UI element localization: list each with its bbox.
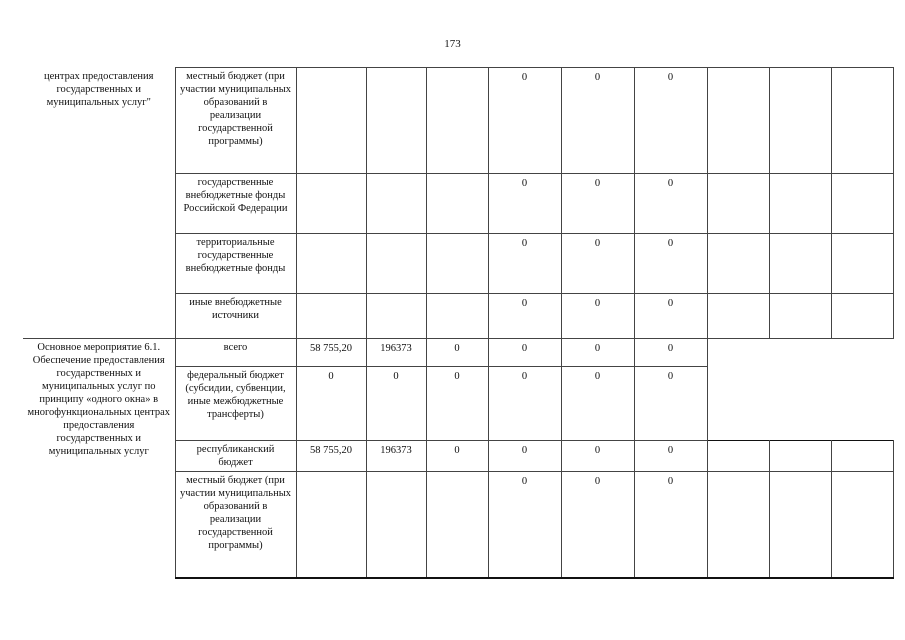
table-row — [23, 68, 893, 174]
value-cell: 0 — [634, 68, 707, 174]
value-cell — [296, 294, 366, 339]
value-cell — [707, 441, 769, 472]
empty-cell — [831, 339, 893, 367]
value-cell: 58 755,20 — [296, 441, 366, 472]
value-cell — [769, 234, 831, 294]
value-cell: 0 — [561, 234, 634, 294]
value-cell — [769, 472, 831, 578]
value-cell: 0 — [561, 339, 634, 367]
value-cell — [296, 234, 366, 294]
page-number: 173 — [444, 38, 461, 50]
empty-cell — [707, 339, 769, 367]
value-cell — [707, 174, 769, 234]
value-cell: 0 — [488, 339, 561, 367]
funding-source-cell: иные внебюджетные источники — [175, 294, 296, 339]
value-cell: 0 — [488, 367, 561, 441]
value-cell — [707, 472, 769, 578]
value-cell: 196373 — [366, 339, 426, 367]
empty-cell — [769, 339, 831, 367]
value-cell: 0 — [561, 367, 634, 441]
value-cell: 0 — [561, 294, 634, 339]
value-cell — [831, 234, 893, 294]
funding-source-cell: республиканский бюджет — [175, 441, 296, 472]
value-cell: 0 — [366, 367, 426, 441]
value-cell — [831, 294, 893, 339]
value-cell: 0 — [488, 174, 561, 234]
value-cell: 0 — [426, 441, 488, 472]
value-cell — [366, 234, 426, 294]
value-cell: 0 — [488, 441, 561, 472]
value-cell: 0 — [488, 234, 561, 294]
value-cell — [831, 472, 893, 578]
value-cell: 0 — [561, 174, 634, 234]
value-cell — [769, 68, 831, 174]
funding-source-cell: местный бюджет (при участии муниципальных образований в реализации государственной программы) — [175, 472, 296, 578]
value-cell: 0 — [561, 68, 634, 174]
value-cell: 0 — [634, 339, 707, 367]
value-cell — [366, 472, 426, 578]
value-cell: 0 — [426, 367, 488, 441]
funding-source-cell: территориальные государственные внебюджетные фонды — [175, 234, 296, 294]
value-cell: 196373 — [366, 441, 426, 472]
value-cell — [296, 68, 366, 174]
value-cell: 0 — [634, 472, 707, 578]
value-cell: 0 — [488, 294, 561, 339]
value-cell — [366, 294, 426, 339]
activity-name-cell: Основное мероприятие 6.1. Обеспечение предоставления государственных и муниципальных услуг по принципу «одного окна» в многофункциональных центрах предоставления государственных и муниципальных услуг — [23, 339, 175, 578]
value-cell: 0 — [561, 472, 634, 578]
value-cell — [831, 174, 893, 234]
value-cell — [769, 174, 831, 234]
activity-name-cell: центрах предоставления государственных и муниципальных услуг" — [23, 68, 175, 339]
value-cell — [426, 472, 488, 578]
value-cell — [831, 68, 893, 174]
value-cell — [426, 68, 488, 174]
funding-source-cell: государственные внебюджетные фонды Российской Федерации — [175, 174, 296, 234]
empty-cell — [707, 367, 769, 441]
value-cell — [707, 234, 769, 294]
value-cell: 0 — [488, 68, 561, 174]
value-cell: 0 — [634, 441, 707, 472]
value-cell — [769, 441, 831, 472]
value-cell: 0 — [634, 294, 707, 339]
value-cell — [426, 294, 488, 339]
value-cell — [296, 472, 366, 578]
funding-source-cell: местный бюджет (при участии муниципальных образований в реализации государственной программы) — [175, 68, 296, 174]
value-cell — [296, 174, 366, 234]
value-cell — [426, 174, 488, 234]
value-cell — [366, 174, 426, 234]
value-cell — [769, 294, 831, 339]
empty-cell — [769, 367, 831, 441]
budget-table — [23, 67, 894, 579]
funding-source-cell: федеральный бюджет (субсидии, субвенции, иные межбюджетные трансферты) — [175, 367, 296, 441]
value-cell — [831, 441, 893, 472]
value-cell: 0 — [488, 472, 561, 578]
empty-cell — [831, 367, 893, 441]
value-cell: 0 — [634, 367, 707, 441]
value-cell — [426, 234, 488, 294]
value-cell — [707, 68, 769, 174]
value-cell: 0 — [426, 339, 488, 367]
value-cell: 0 — [296, 367, 366, 441]
value-cell: 0 — [634, 234, 707, 294]
value-cell: 0 — [561, 441, 634, 472]
funding-source-cell: всего — [175, 339, 296, 367]
value-cell — [707, 294, 769, 339]
value-cell: 0 — [634, 174, 707, 234]
value-cell: 58 755,20 — [296, 339, 366, 367]
value-cell — [366, 68, 426, 174]
table-row — [23, 339, 893, 367]
